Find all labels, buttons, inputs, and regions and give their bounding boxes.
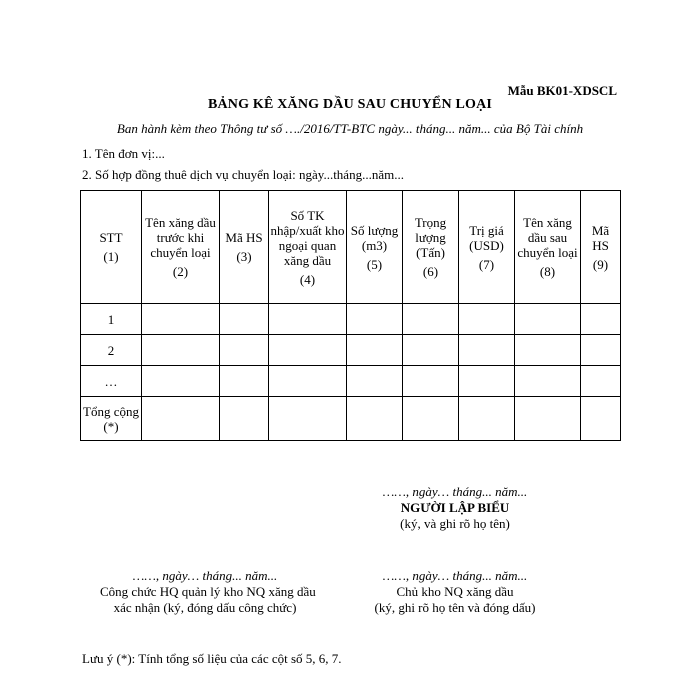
form-code: Mẫu BK01-XDSCL xyxy=(507,83,617,98)
table-cell xyxy=(581,397,621,441)
table-cell xyxy=(269,304,347,335)
table-cell xyxy=(347,335,403,366)
table-cell xyxy=(142,366,220,397)
warehouse-title: Chủ kho NQ xăng dầu xyxy=(396,584,514,599)
header-value: Trị giá (USD) (7) xyxy=(459,191,515,304)
maker-note: (ký, và ghi rõ họ tên) xyxy=(400,516,510,531)
table-cell xyxy=(220,335,269,366)
maker-signature-block xyxy=(355,484,555,532)
table-cell xyxy=(269,366,347,397)
header-fuel-after: Tên xăng dầu sau chuyển loại (8) xyxy=(515,191,581,304)
header-bonded-declaration: Số TK nhập/xuất kho ngoại quan xăng dầu (4) xyxy=(269,191,347,304)
table-cell xyxy=(581,304,621,335)
header-hs-code-after: Mã HS (9) xyxy=(581,191,621,304)
warehouse-signature-block xyxy=(355,568,555,616)
total-row xyxy=(81,397,621,441)
table-cell xyxy=(581,366,621,397)
table-row xyxy=(81,366,621,397)
table-cell xyxy=(581,335,621,366)
table-cell xyxy=(403,397,459,441)
table-cell xyxy=(220,366,269,397)
table-cell xyxy=(142,335,220,366)
table-cell xyxy=(459,366,515,397)
table-cell xyxy=(403,366,459,397)
document-title: BẢNG KÊ XĂNG DẦU SAU CHUYỂN LOẠI xyxy=(207,97,493,112)
header-fuel-before: Tên xăng dầu trước khi chuyển loại (2) xyxy=(142,191,220,304)
table-cell xyxy=(459,335,515,366)
row-number: 2 xyxy=(81,335,142,366)
table-cell xyxy=(403,335,459,366)
table-cell xyxy=(220,397,269,441)
warehouse-date: ……, ngày… tháng... năm... xyxy=(382,568,528,583)
table-cell xyxy=(269,397,347,441)
table-row xyxy=(81,335,621,366)
row-number: 1 xyxy=(81,304,142,335)
table-cell xyxy=(142,304,220,335)
header-stt: STT (1) xyxy=(81,191,142,304)
table-cell xyxy=(515,304,581,335)
maker-date: ……, ngày… tháng... năm... xyxy=(382,484,528,499)
footnote: Lưu ý (*): Tính tổng số liệu của các cột số 5, 6, 7. xyxy=(82,651,342,666)
table-cell xyxy=(515,335,581,366)
document-subtitle: Ban hành kèm theo Thông tư số …./2016/TT-BTC ngày... tháng... năm... của Bộ Tài chính xyxy=(116,121,584,136)
warehouse-note: (ký, ghi rõ họ tên và đóng dấu) xyxy=(374,600,536,615)
customs-title: Công chức HQ quản lý kho NQ xăng dầu xyxy=(100,584,316,599)
table-header-row xyxy=(81,191,621,304)
customs-date: ……, ngày… tháng... năm... xyxy=(132,568,278,583)
table-cell xyxy=(220,304,269,335)
table-cell xyxy=(459,397,515,441)
table-cell xyxy=(515,366,581,397)
contract-number-field: 2. Số hợp đồng thuê dịch vụ chuyển loại: ngày...tháng...năm... xyxy=(82,167,404,182)
customs-note: xác nhận (ký, đóng dấu công chức) xyxy=(113,600,297,615)
fuel-ledger-table xyxy=(80,190,621,441)
total-label: Tổng cộng (*) xyxy=(81,397,142,441)
table-cell xyxy=(347,366,403,397)
table-cell xyxy=(142,397,220,441)
table-cell xyxy=(269,335,347,366)
header-weight: Trọng lượng (Tấn) (6) xyxy=(403,191,459,304)
table-cell xyxy=(347,304,403,335)
table-row xyxy=(81,304,621,335)
unit-name-field: 1. Tên đơn vị:... xyxy=(82,146,165,161)
table-cell xyxy=(347,397,403,441)
customs-signature-block xyxy=(100,568,316,616)
table-cell xyxy=(403,304,459,335)
row-number: … xyxy=(81,366,142,397)
table-cell xyxy=(515,397,581,441)
table-cell xyxy=(459,304,515,335)
header-hs-code: Mã HS (3) xyxy=(220,191,269,304)
header-quantity: Số lượng (m3) (5) xyxy=(347,191,403,304)
maker-title: NGƯỜI LẬP BIỂU xyxy=(400,500,510,515)
